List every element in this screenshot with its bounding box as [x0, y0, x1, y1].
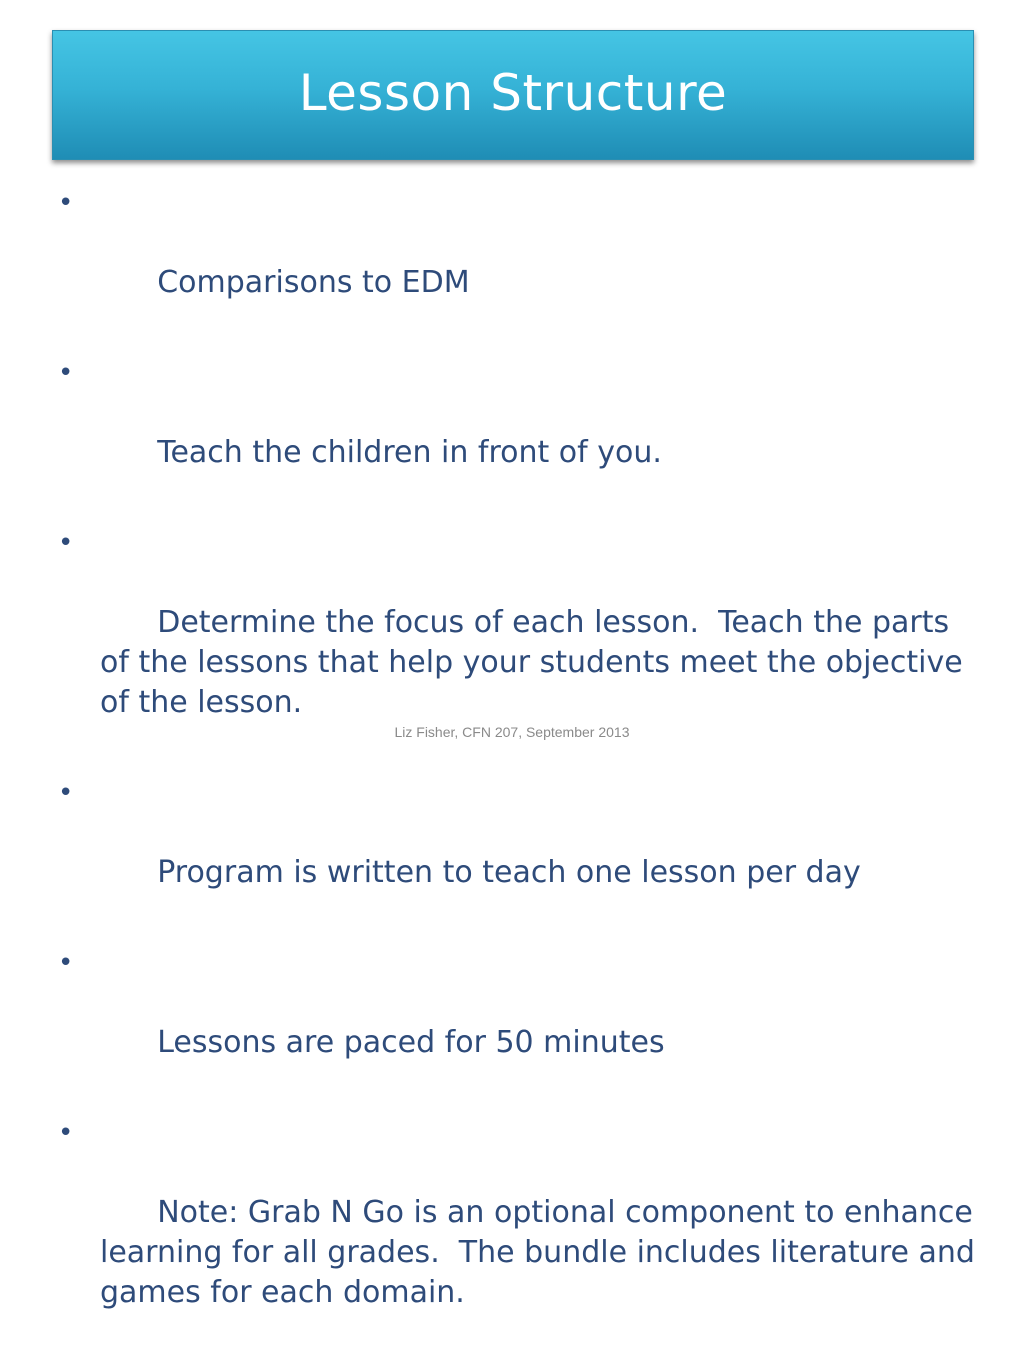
bullet-icon: • [58, 778, 74, 808]
bullet-item [58, 353, 978, 513]
bullet-item [58, 183, 978, 343]
bullet-text: Comparisons to EDM [157, 265, 470, 300]
bullet-text: Program is written to teach one lesson per day [157, 855, 861, 890]
bullet-text: Lessons are paced for 50 minutes [157, 1025, 665, 1060]
bullet-item [58, 1113, 985, 1353]
bullet-icon: • [58, 188, 74, 218]
slide-title: Lesson Structure [298, 64, 728, 122]
bullet-icon: • [58, 358, 74, 388]
bullet-icon: • [58, 528, 74, 558]
slide-footer: Liz Fisher, CFN 207, September 2013 [394, 724, 630, 740]
bullet-text: Teach the children in front of you. [157, 435, 662, 470]
bullet-text: Determine the focus of each lesson. Teach the parts of the lessons that help your students meet the objective of the lesson. [100, 605, 973, 720]
bullet-item [58, 943, 978, 1103]
bullet-text: Note: Grab N Go is an optional component to enhance learning for all grades. The bundle includes literature and games for each domain. [100, 1195, 985, 1310]
title-banner [52, 30, 974, 160]
bullet-item [58, 773, 978, 933]
bullet-list [58, 183, 985, 1363]
bullet-icon: • [58, 948, 74, 978]
bullet-icon: • [58, 1118, 74, 1148]
